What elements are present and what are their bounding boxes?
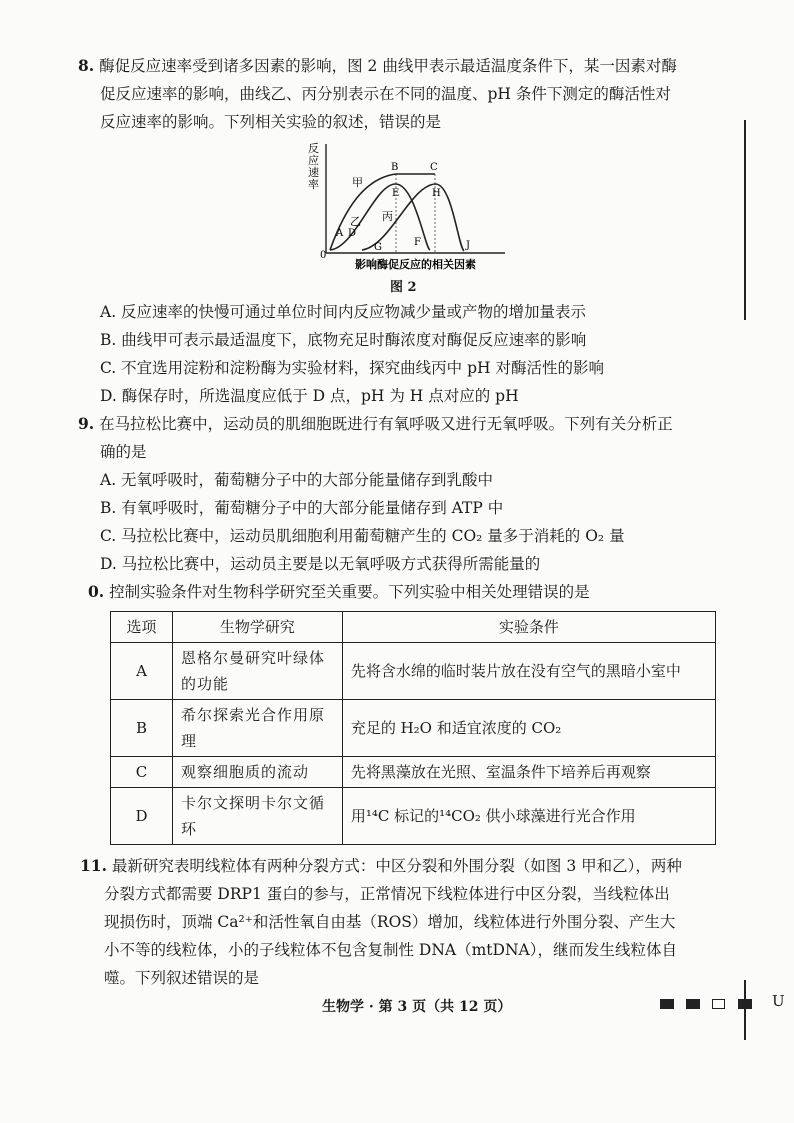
y-label-char-3: 速 — [308, 166, 319, 179]
y-label-char-4: 率 — [308, 178, 319, 191]
point-a: A — [336, 228, 344, 239]
point-e: E — [392, 188, 400, 199]
margin-edge-line-top — [744, 120, 746, 320]
x-axis-label: 影响酶促反应的相关因素 — [355, 258, 476, 271]
cell-condition: 先将黑藻放在光照、室温条件下培养后再观察 — [342, 757, 715, 788]
question-9-number: 9. — [78, 414, 95, 433]
q9-option-a: A. 无氧呼吸时，葡萄糖分子中的大部分能量储存到乳酸中 — [100, 471, 494, 489]
q9-option-c: C. 马拉松比赛中，运动员肌细胞利用葡萄糖产生的 CO₂ 量多于消耗的 O₂ 量 — [100, 527, 625, 545]
point-g: G — [374, 242, 382, 253]
question-11-number: 11. — [80, 856, 107, 875]
margin-edge-line-bottom — [744, 980, 746, 1040]
cell-option: A — [111, 643, 173, 700]
question-9-stem — [78, 410, 728, 466]
cell-option: C — [111, 757, 173, 788]
cell-research: 恩格尔曼研究叶绿体的功能 — [173, 643, 343, 700]
experiment-table — [110, 611, 716, 845]
q11-line-5: 噬。下列叙述错误的是 — [104, 969, 260, 987]
q9-option-d: D. 马拉松比赛中，运动员主要是以无氧呼吸方式获得所需能量的 — [100, 555, 541, 573]
q8-option-a: A. 反应速率的快慢可通过单位时间内反应物减少量或产物的增加量表示 — [100, 303, 587, 321]
q11-line-2: 分裂方式都需要 DRP1 蛋白的参与，正常情况下线粒体进行中区分裂，当线粒体出 — [104, 885, 670, 903]
footer-mark-2 — [686, 999, 700, 1009]
q9-option-b: B. 有氧呼吸时，葡萄糖分子中的大部分能量储存到 ATP 中 — [100, 499, 504, 517]
question-8-stem — [78, 52, 728, 136]
question-8-number: 8. — [78, 56, 95, 75]
label-jia: 甲 — [352, 176, 363, 189]
table-row — [111, 700, 716, 757]
curve-bing — [362, 184, 464, 251]
page-footer: 生物学 · 第 3 页（共 12 页） — [322, 999, 512, 1015]
footer-mark-3 — [712, 999, 725, 1009]
cell-option: D — [111, 788, 173, 845]
label-yi: 乙 — [350, 215, 361, 228]
table-row — [111, 788, 716, 845]
cell-research: 希尔探索光合作用原理 — [173, 700, 343, 757]
point-b: B — [391, 162, 399, 173]
point-h: H — [432, 188, 441, 199]
footer-mark-1 — [660, 999, 674, 1009]
header-option: 选项 — [111, 612, 173, 643]
point-j: J — [466, 240, 471, 251]
table-row — [111, 643, 716, 700]
cell-research: 观察细胞质的流动 — [173, 757, 343, 788]
q11-line-1: 最新研究表明线粒体有两种分裂方式：中区分裂和外围分裂（如图 3 甲和乙），两种 — [111, 857, 682, 875]
y-label-char-1: 反 — [308, 142, 319, 155]
q8-option-b: B. 曲线甲可表示最适温度下，底物充足时酶浓度对酶促反应速率的影响 — [100, 331, 587, 349]
q11-line-3: 现损伤时，顶端 Ca²⁺和活性氧自由基（ROS）增加，线粒体进行外围分裂、产生大 — [104, 913, 676, 931]
q8-line-3: 反应速率的影响。下列相关实验的叙述，错误的是 — [100, 113, 442, 131]
cell-option: B — [111, 700, 173, 757]
edge-mark: U — [772, 992, 785, 1010]
q11-line-4: 小不等的线粒体，小的子线粒体不包含复制性 DNA（mtDNA），继而发生线粒体自 — [104, 941, 677, 959]
table-header-row — [111, 612, 716, 643]
q9-line-1: 在马拉松比赛中，运动员的肌细胞既进行有氧呼吸又进行无氧呼吸。下列有关分析正 — [99, 415, 673, 433]
q9-line-2: 确的是 — [100, 443, 147, 461]
question-11-stem — [80, 852, 740, 992]
q8-option-d: D. 酶保存时，所选温度应低于 D 点，pH 为 H 点对应的 pH — [100, 387, 519, 405]
cell-condition: 充足的 H₂O 和适宜浓度的 CO₂ — [342, 700, 715, 757]
q10-line-1: 控制实验条件对生物科学研究至关重要。下列实验中相关处理错误的是 — [109, 583, 590, 601]
cell-condition: 先将含水绵的临时装片放在没有空气的黑暗小室中 — [342, 643, 715, 700]
question-10-stem — [88, 578, 738, 606]
figure-2-graph — [300, 138, 520, 298]
origin-label: 0 — [320, 250, 327, 261]
point-f: F — [414, 237, 421, 248]
q8-line-1: 酶促反应速率受到诸多因素的影响，图 2 曲线甲表示最适温度条件下，某一因素对酶 — [99, 57, 677, 75]
cell-research: 卡尔文探明卡尔文循环 — [173, 788, 343, 845]
y-label-char-2: 应 — [308, 154, 319, 167]
q8-line-2: 促反应速率的影响，曲线乙、丙分别表示在不同的温度、pH 条件下测定的酶活性对 — [100, 85, 671, 103]
header-condition: 实验条件 — [342, 612, 715, 643]
cell-condition: 用¹⁴C 标记的¹⁴CO₂ 供小球藻进行光合作用 — [342, 788, 715, 845]
header-research: 生物学研究 — [173, 612, 343, 643]
q8-option-c: C. 不宜选用淀粉和淀粉酶为实验材料，探究曲线丙中 pH 对酶活性的影响 — [100, 359, 604, 377]
label-bing: 丙 — [382, 210, 393, 223]
figure-2-caption: 图 2 — [390, 280, 417, 295]
point-d: D — [348, 228, 357, 239]
question-10-number: 0. — [88, 582, 105, 601]
point-c: C — [430, 162, 438, 173]
table-row — [111, 757, 716, 788]
